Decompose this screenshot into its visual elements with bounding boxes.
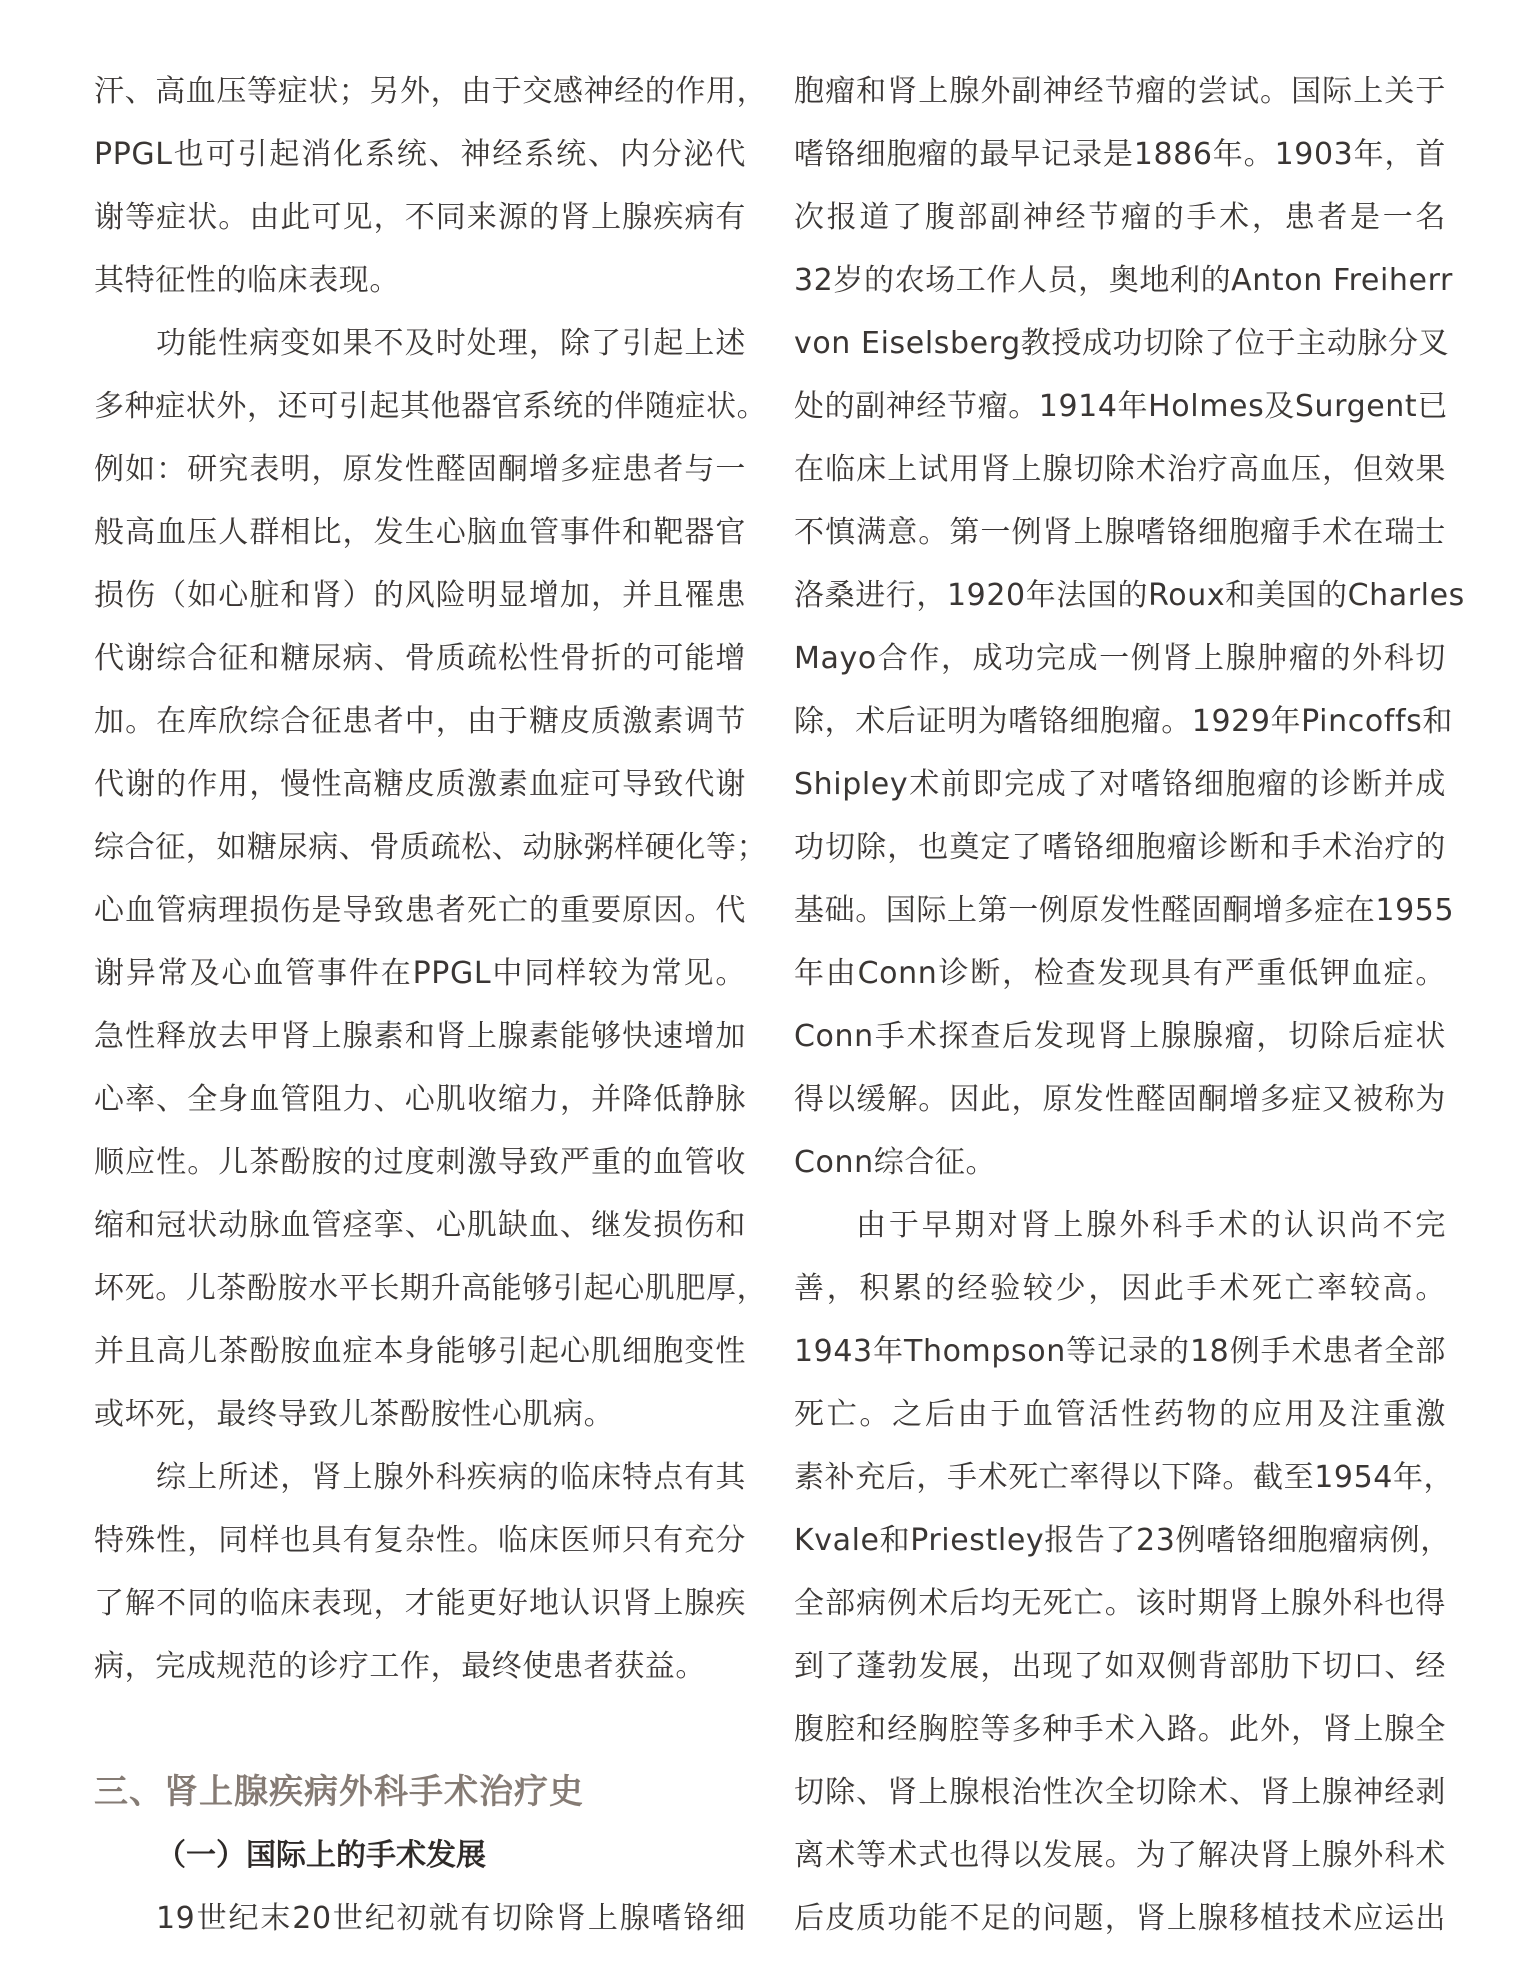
text-line: von Eiselsberg教授成功切除了位于主动脉分叉: [794, 326, 1450, 361]
paragraph: [94, 60, 768, 312]
text-line: 嗜铬细胞瘤的最早记录是1886年。1903年，首: [794, 137, 1446, 172]
text-line: 得以缓解。因此，原发性醛固酮增多症又被称为: [794, 1082, 1446, 1117]
paragraph: [94, 1887, 746, 1950]
text-line: 年由Conn诊断，检查发现具有严重低钾血症。: [794, 956, 1446, 991]
text-line: 代谢综合征和糖尿病、骨质疏松性骨折的可能增: [94, 641, 746, 676]
text-line: 综合征，如糖尿病、骨质疏松、动脉粥样硬化等；: [94, 830, 768, 865]
text-line: 病，完成规范的诊疗工作，最终使患者获益。: [94, 1649, 706, 1684]
text-line: 除，术后证明为嗜铬细胞瘤。1929年Pincoffs和: [794, 704, 1453, 739]
text-line: 功切除，也奠定了嗜铬细胞瘤诊断和手术治疗的: [794, 830, 1446, 865]
paragraph: [794, 60, 1465, 1194]
text-line: 处的副神经节瘤。1914年Holmes及Surgent已: [794, 389, 1448, 424]
text-line: 由于早期对肾上腺外科手术的认识尚不完: [856, 1208, 1446, 1243]
text-line: Shipley术前即完成了对嗜铬细胞瘤的诊断并成: [794, 767, 1446, 802]
text-line: 死亡。之后由于血管活性药物的应用及注重激: [794, 1397, 1446, 1432]
text-line: 特殊性，同样也具有复杂性。临床医师只有充分: [94, 1523, 746, 1558]
text-line: 次报道了腹部副神经节瘤的手术，患者是一名: [794, 200, 1446, 235]
sub-heading: （一）国际上的手术发展: [156, 1838, 486, 1873]
text-line: 汗、高血压等症状；另外，由于交感神经的作用，: [94, 74, 768, 109]
text-line: 顺应性。儿茶酚胺的过度刺激导致严重的血管收: [94, 1145, 746, 1180]
text-line: 谢等症状。由此可见，不同来源的肾上腺疾病有: [94, 200, 746, 235]
text-line: 般高血压人群相比，发生心脑血管事件和靶器官: [94, 515, 746, 550]
text-line: 其特征性的临床表现。: [94, 263, 400, 298]
paragraph: [94, 312, 768, 1446]
text-line: Conn手术探查后发现肾上腺腺瘤，切除后症状: [794, 1019, 1446, 1054]
section-heading: 三、肾上腺疾病外科手术治疗史: [94, 1772, 584, 1812]
text-line: Mayo合作，成功完成一例肾上腺肿瘤的外科切: [794, 641, 1446, 676]
text-line: 例如：研究表明，原发性醛固酮增多症患者与一: [94, 452, 746, 487]
text-line: 了解不同的临床表现，才能更好地认识肾上腺疾: [94, 1586, 746, 1621]
text-line: 胞瘤和肾上腺外副神经节瘤的尝试。国际上关于: [794, 74, 1446, 109]
text-line: 或坏死，最终导致儿茶酚胺性心肌病。: [94, 1397, 615, 1432]
text-line: 功能性病变如果不及时处理，除了引起上述: [156, 326, 746, 361]
text-line: 急性释放去甲肾上腺素和肾上腺素能够快速增加: [94, 1019, 746, 1054]
text-line: 洛桑进行，1920年法国的Roux和美国的Charles: [794, 578, 1465, 613]
text-line: Conn综合征。: [794, 1145, 997, 1180]
section-spacer: [94, 1698, 746, 1761]
text-line: 代谢的作用，慢性高糖皮质激素血症可导致代谢: [94, 767, 746, 802]
text-line: PPGL也可引起消化系统、神经系统、内分泌代: [94, 137, 746, 172]
text-line: 善，积累的经验较少，因此手术死亡率较高。: [794, 1271, 1446, 1306]
text-line: 综上所述，肾上腺外科疾病的临床特点有其: [156, 1460, 746, 1495]
right-column: [794, 60, 1465, 1950]
paragraph: [794, 1194, 1455, 1950]
text-line: 并且高儿茶酚胺血症本身能够引起心肌细胞变性: [94, 1334, 746, 1369]
text-line: 后皮质功能不足的问题，肾上腺移植技术应运出: [794, 1901, 1446, 1936]
text-line: 19世纪末20世纪初就有切除肾上腺嗜铬细: [156, 1901, 746, 1936]
text-line: 32岁的农场工作人员，奥地利的Anton Freiherr: [794, 263, 1453, 298]
text-line: 全部病例术后均无死亡。该时期肾上腺外科也得: [794, 1586, 1446, 1621]
text-line: 谢异常及心血管事件在PPGL中同样较为常见。: [94, 956, 746, 991]
text-line: 多种症状外，还可引起其他器官系统的伴随症状。: [94, 389, 768, 424]
text-line: 1943年Thompson等记录的18例手术患者全部: [794, 1334, 1446, 1369]
text-line: 心血管病理损伤是导致患者死亡的重要原因。代: [94, 893, 746, 928]
text-line: 到了蓬勃发展，出现了如双侧背部肋下切口、经: [794, 1649, 1446, 1684]
left-column: [94, 60, 768, 1950]
text-line: 离术等术式也得以发展。为了解决肾上腺外科术: [794, 1838, 1446, 1873]
text-line: 加。在库欣综合征患者中，由于糖皮质激素调节: [94, 704, 746, 739]
text-line: 损伤（如心脏和肾）的风险明显增加，并且罹患: [94, 578, 746, 613]
text-line: 素补充后，手术死亡率得以下降。截至1954年，: [794, 1460, 1455, 1495]
text-line: 不慎满意。第一例肾上腺嗜铬细胞瘤手术在瑞士: [794, 515, 1446, 550]
text-line: Kvale和Priestley报告了23例嗜铬细胞瘤病例，: [794, 1523, 1451, 1558]
paragraph: [94, 1446, 746, 1698]
text-line: 切除、肾上腺根治性次全切除术、肾上腺神经剥: [794, 1775, 1446, 1810]
text-line: 腹腔和经胸腔等多种手术入路。此外，肾上腺全: [794, 1712, 1446, 1747]
text-line: 在临床上试用肾上腺切除术治疗高血压，但效果: [794, 452, 1446, 487]
text-line: 缩和冠状动脉血管痉挛、心肌缺血、继发损伤和: [94, 1208, 746, 1243]
text-line: 坏死。儿茶酚胺水平长期升高能够引起心肌肥厚，: [94, 1271, 768, 1306]
text-line: 心率、全身血管阻力、心肌收缩力，并降低静脉: [94, 1082, 746, 1117]
text-line: 基础。国际上第一例原发性醛固酮增多症在1955: [794, 893, 1455, 928]
